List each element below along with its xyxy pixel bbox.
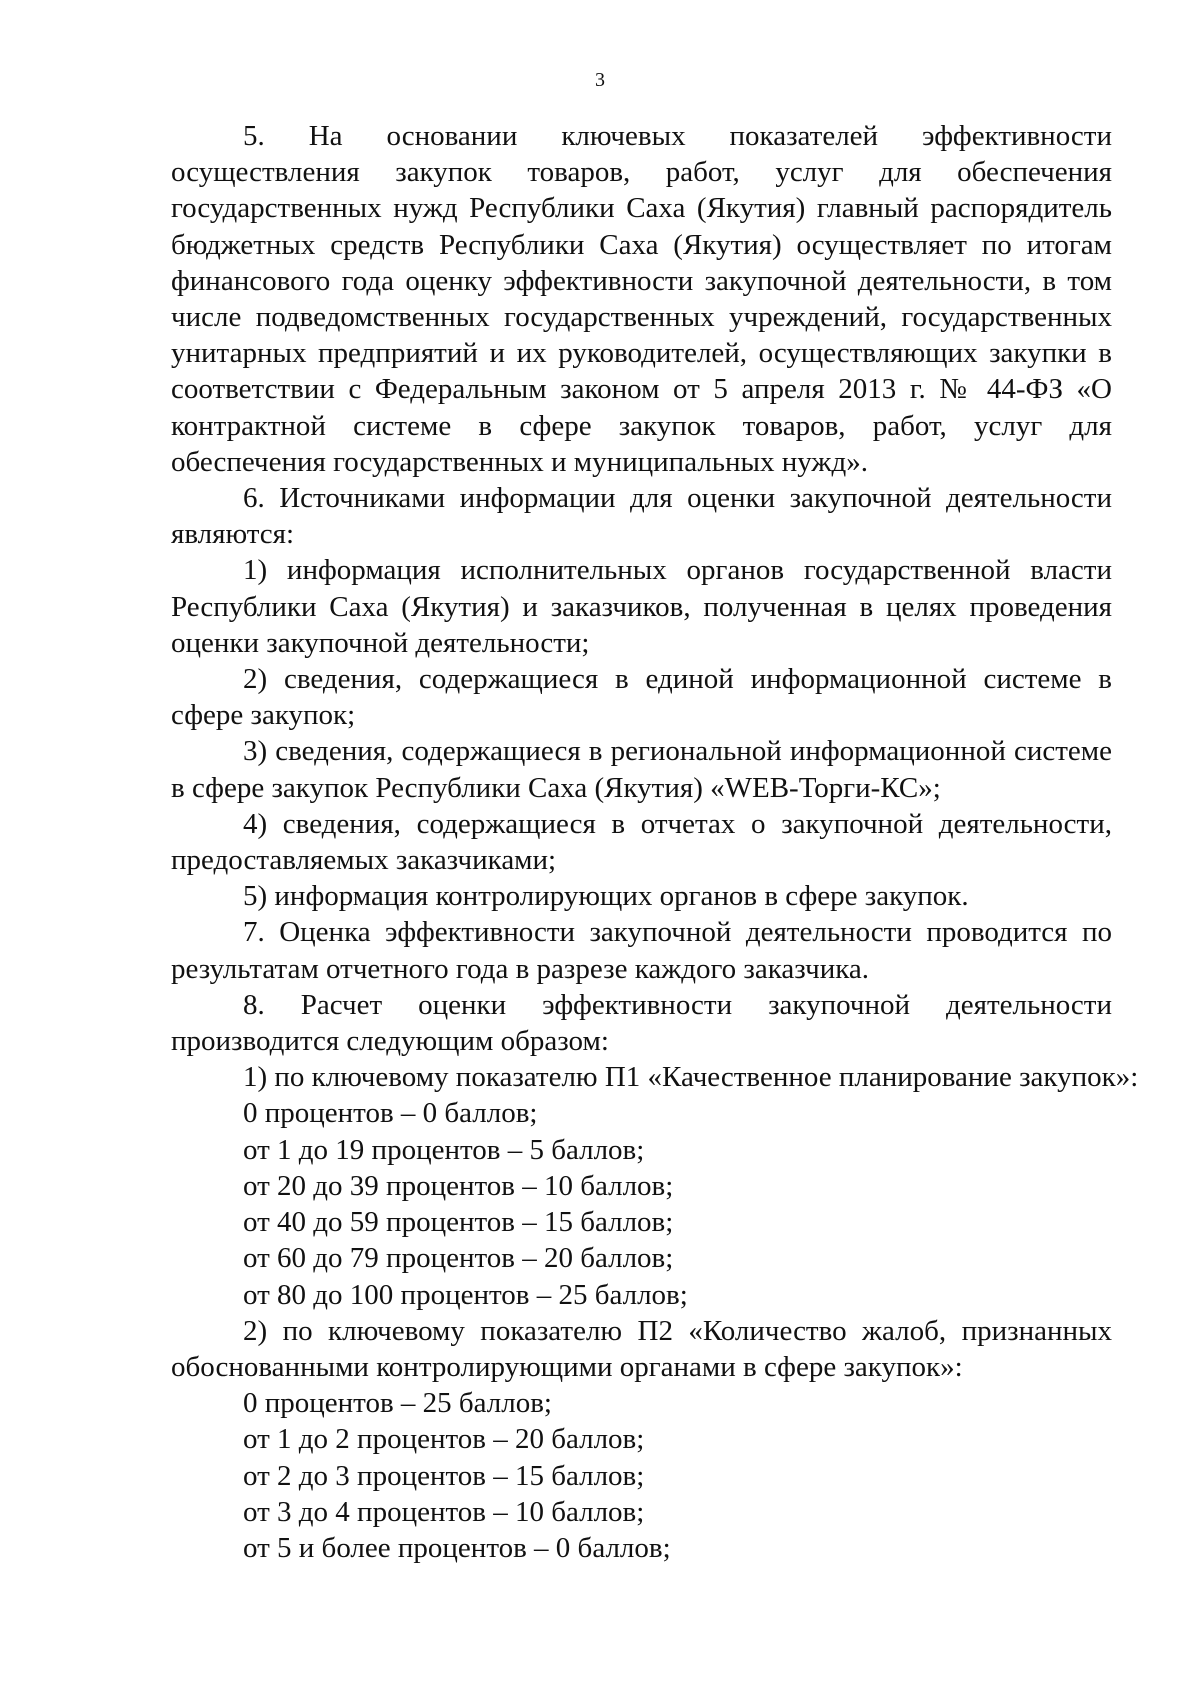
paragraph: 5) информация контролирующих органов в сфере закупок. xyxy=(243,880,969,913)
paragraph: 8. Расчет оценки эффективности закупочной деятельности производится следующим образом: xyxy=(171,988,1112,1058)
paragraph: 2) по ключевому показателю П2 «Количество жалоб, признанных обоснованными контролирующими органами в сфере закупок»: xyxy=(171,1314,1112,1383)
list-item: от 2 до 3 процентов – 15 баллов; xyxy=(243,1459,645,1492)
list-item: от 3 до 4 процентов – 10 баллов; xyxy=(243,1495,645,1528)
list-item: 0 процентов – 25 баллов; xyxy=(243,1387,552,1420)
paragraph: 7. Оценка эффективности закупочной деятельности проводится по результатам отчетного года в разрезе каждого заказчика. xyxy=(171,916,1112,985)
list-item: 1) по ключевому показателю П1 «Качественное планирование закупок»: xyxy=(243,1061,1139,1094)
list-item: от 40 до 59 процентов – 15 баллов; xyxy=(243,1206,674,1239)
list-item: от 80 до 100 процентов – 25 баллов; xyxy=(243,1278,688,1311)
paragraph: 3) сведения, содержащиеся в региональной информационной системе в сфере закупок Республики Саха (Якутия) «WEB-Торги-КС»; xyxy=(171,735,1112,804)
list-item: от 60 до 79 процентов – 20 баллов; xyxy=(243,1242,674,1275)
paragraph: 5. На основании ключевых показателей эффективности осуществления закупок товаров, работ, услуг для обеспечения государственных нужд Республики Саха (Якутия) главный распорядитель бюджетных средств Республики Саха (Якутия) осуществляет по итогам финансового года оценку эффективности закупочной деятельности, в том числе подведомственных государственных учреждений, государственных унитарных предприятий и их руководителей, осуществляющих закупки в соответствии с Федеральным законом от 5 апреля 2013 г. № 44-ФЗ «О контрактной системе в сфере закупок товаров, работ, услуг для обеспечения государственных и муниципальных нужд». xyxy=(171,120,1112,478)
paragraph: 2) сведения, содержащиеся в единой информационной системе в сфере закупок; xyxy=(171,663,1112,732)
list-item: 0 процентов – 0 баллов; xyxy=(243,1097,538,1130)
list-item: от 20 до 39 процентов – 10 баллов; xyxy=(243,1169,674,1202)
list-item: от 5 и более процентов – 0 баллов; xyxy=(243,1531,671,1564)
document-body xyxy=(171,118,1139,1566)
paragraph: 4) сведения, содержащиеся в отчетах о закупочной деятельности, предоставляемых заказчиками; xyxy=(171,807,1112,877)
paragraph: 1) информация исполнительных органов государственной власти Республики Саха (Якутия) и заказчиков, полученная в целях проведения оценки закупочной деятельности; xyxy=(171,554,1112,659)
page-number: 3 xyxy=(595,69,605,91)
paragraph: 6. Источниками информации для оценки закупочной деятельности являются: xyxy=(171,482,1112,551)
list-item: от 1 до 19 процентов – 5 баллов; xyxy=(243,1133,645,1166)
list-item: от 1 до 2 процентов – 20 баллов; xyxy=(243,1423,645,1456)
